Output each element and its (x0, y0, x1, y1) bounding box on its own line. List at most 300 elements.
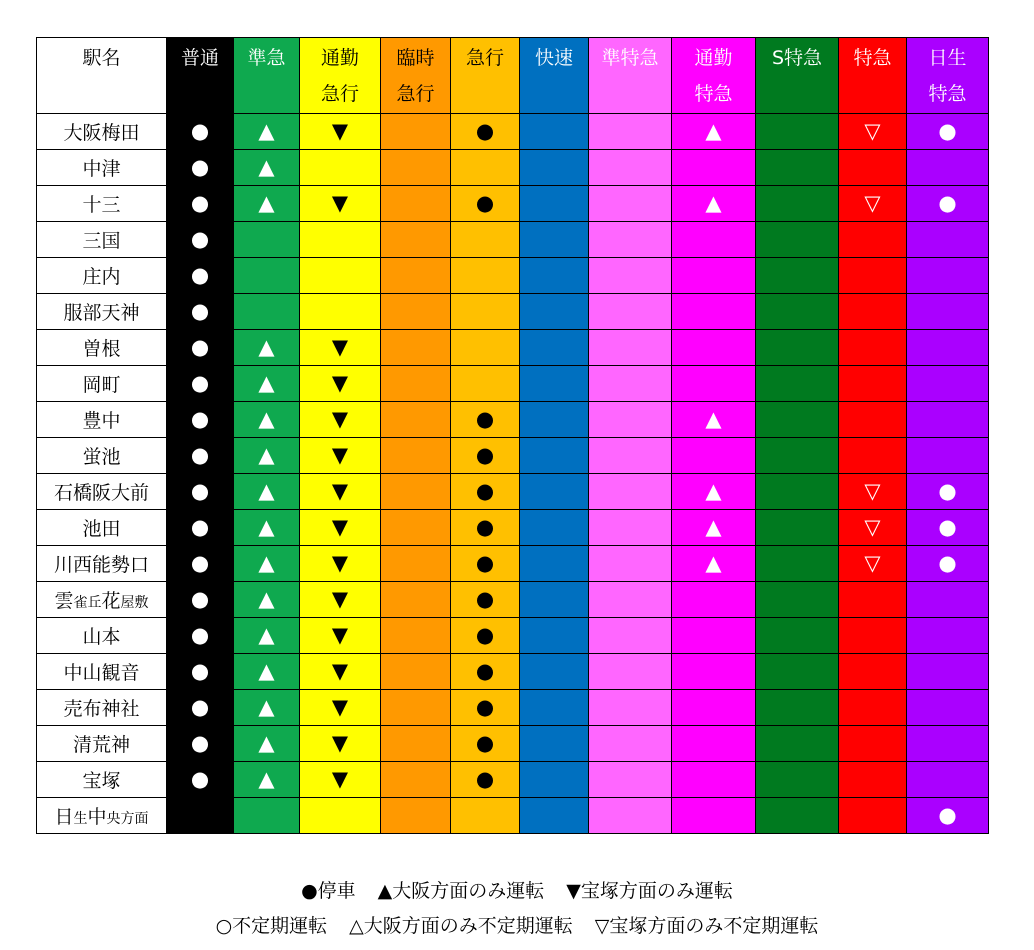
stop-cell-tsukin_tokkyu (672, 654, 756, 690)
stop-cell-rinji_kyuko (381, 402, 451, 438)
stop-cell-tokkyu (839, 150, 907, 186)
column-header-text: 準特急 (601, 47, 659, 69)
stop-cell-kyuko (451, 330, 520, 366)
stop-mark-icon: ▲ (258, 406, 275, 431)
stop-cell-kyuko (451, 474, 520, 510)
stop-cell-kyuko (451, 762, 520, 798)
stop-cell-rinji_kyuko (381, 690, 451, 726)
stop-cell-junkyu (234, 258, 300, 294)
stop-mark-icon: ● (190, 334, 210, 359)
stop-cell-s_tokkyu (756, 654, 839, 690)
station-name-part: 屋敷 (120, 595, 149, 611)
stop-cell-nissei_tokkyu (907, 798, 989, 834)
stop-cell-juntokkyu (589, 114, 672, 150)
stop-cell-tokkyu (839, 330, 907, 366)
stop-cell-juntokkyu (589, 582, 672, 618)
station-name-part: 日 (54, 806, 74, 828)
stop-mark-icon: ▲ (258, 766, 275, 791)
stop-cell-kyuko (451, 186, 520, 222)
table-row (37, 150, 989, 186)
stop-mark-icon: ▲ (258, 370, 275, 395)
legend-item: ○不定期運転 (215, 915, 328, 937)
stop-mark-icon: ▲ (258, 730, 275, 755)
stop-cell-futsu (167, 726, 234, 762)
stop-cell-tsukin_tokkyu (672, 366, 756, 402)
stop-cell-tokkyu (839, 294, 907, 330)
stop-cell-tokkyu (839, 474, 907, 510)
station-name: 豊中 (37, 402, 167, 438)
stop-mark-icon: ▼ (331, 190, 349, 215)
stop-cell-juntokkyu (589, 402, 672, 438)
stop-cell-junkyu (234, 150, 300, 186)
stop-cell-tokkyu (839, 726, 907, 762)
stop-mark-icon: ● (190, 370, 210, 395)
stop-cell-junkyu (234, 474, 300, 510)
stop-mark-icon: ▽ (864, 550, 881, 575)
column-header-s_tokkyu (756, 38, 839, 114)
stop-mark-icon: ▲ (258, 478, 275, 503)
column-header-text: 急行 (320, 83, 359, 105)
stop-cell-rinji_kyuko (381, 762, 451, 798)
stop-mark-icon: ● (938, 802, 957, 827)
stop-mark-icon: ● (475, 442, 495, 467)
stop-mark-icon: ▲ (258, 514, 275, 539)
stop-cell-nissei_tokkyu (907, 618, 989, 654)
stop-mark-icon: ● (190, 550, 210, 575)
stop-mark-icon: ● (475, 550, 495, 575)
stop-mark-icon: ▲ (258, 334, 275, 359)
stop-cell-rinji_kyuko (381, 654, 451, 690)
stop-mark-icon: ▲ (705, 118, 722, 143)
table-row (37, 222, 989, 258)
stop-cell-tsukin_kyuko (300, 438, 381, 474)
stop-cell-tsukin_tokkyu (672, 726, 756, 762)
stop-cell-tsukin_tokkyu (672, 510, 756, 546)
stop-cell-nissei_tokkyu (907, 114, 989, 150)
stop-mark-icon: ● (475, 586, 495, 611)
stop-cell-tsukin_kyuko (300, 690, 381, 726)
stop-cell-tsukin_kyuko (300, 294, 381, 330)
stop-cell-tsukin_kyuko (300, 114, 381, 150)
stop-cell-s_tokkyu (756, 798, 839, 834)
stop-cell-tsukin_tokkyu (672, 474, 756, 510)
stop-cell-rinji_kyuko (381, 582, 451, 618)
stop-cell-tsukin_tokkyu (672, 330, 756, 366)
stop-mark-icon: ● (475, 622, 495, 647)
table-row (37, 294, 989, 330)
column-header-nissei_tokkyu (907, 38, 989, 114)
stop-cell-tokkyu (839, 690, 907, 726)
stop-cell-s_tokkyu (756, 762, 839, 798)
stop-cell-tsukin_tokkyu (672, 762, 756, 798)
station-name: 十三 (37, 186, 167, 222)
stop-cell-juntokkyu (589, 618, 672, 654)
stop-cell-kyuko (451, 366, 520, 402)
station-name: 中津 (37, 150, 167, 186)
stop-mark-icon: ● (938, 190, 957, 215)
stop-cell-tsukin_kyuko (300, 186, 381, 222)
stop-cell-tokkyu (839, 654, 907, 690)
stop-cell-kaisoku (520, 618, 589, 654)
stop-cell-junkyu (234, 618, 300, 654)
column-header-text: 特急 (694, 83, 733, 105)
stop-cell-juntokkyu (589, 222, 672, 258)
station-name (37, 798, 167, 834)
column-header-tsukin_tokkyu (672, 38, 756, 114)
table-row (37, 366, 989, 402)
stop-cell-junkyu (234, 798, 300, 834)
table-row (37, 798, 989, 834)
stop-mark-icon: ▼ (331, 550, 349, 575)
stop-mark-icon: ▲ (258, 118, 275, 143)
stop-cell-rinji_kyuko (381, 618, 451, 654)
stop-cell-kyuko (451, 726, 520, 762)
stop-mark-icon: ▲ (705, 190, 722, 215)
stop-cell-tsukin_kyuko (300, 762, 381, 798)
stop-cell-rinji_kyuko (381, 474, 451, 510)
stop-cell-junkyu (234, 582, 300, 618)
table-row (37, 438, 989, 474)
stop-cell-s_tokkyu (756, 222, 839, 258)
stop-cell-s_tokkyu (756, 294, 839, 330)
stop-mark-icon: ● (190, 154, 210, 179)
stop-cell-juntokkyu (589, 294, 672, 330)
stop-cell-tokkyu (839, 366, 907, 402)
stop-cell-kyuko (451, 258, 520, 294)
stop-cell-s_tokkyu (756, 150, 839, 186)
stop-mark-icon: ▲ (258, 622, 275, 647)
stop-cell-s_tokkyu (756, 258, 839, 294)
stop-cell-tokkyu (839, 762, 907, 798)
table-body (37, 114, 989, 834)
column-header-text: 日生 (928, 47, 967, 69)
legend-item: ▼宝塚方面のみ運転 (566, 880, 733, 902)
stop-cell-futsu (167, 582, 234, 618)
stop-mark-icon: ▼ (331, 442, 349, 467)
table-row (37, 690, 989, 726)
stop-mark-icon: ▼ (331, 694, 349, 719)
stop-cell-s_tokkyu (756, 582, 839, 618)
stop-cell-kyuko (451, 222, 520, 258)
station-name: 三国 (37, 222, 167, 258)
stop-mark-icon: ▼ (331, 406, 349, 431)
stop-cell-junkyu (234, 510, 300, 546)
column-header-rinji_kyuko (381, 38, 451, 114)
table-row (37, 186, 989, 222)
stop-cell-rinji_kyuko (381, 366, 451, 402)
stop-cell-juntokkyu (589, 762, 672, 798)
stop-mark-icon: ▼ (331, 118, 349, 143)
stop-cell-tsukin_tokkyu (672, 294, 756, 330)
stop-mark-icon: ▲ (705, 550, 722, 575)
legend-item: ▽宝塚方面のみ不定期運転 (594, 915, 819, 937)
column-header-kaisoku (520, 38, 589, 114)
stop-mark-icon: ▼ (331, 730, 349, 755)
stop-mark-icon: ▽ (864, 118, 881, 143)
stop-cell-tsukin_tokkyu (672, 258, 756, 294)
stop-mark-icon: ▽ (864, 478, 881, 503)
stop-cell-futsu (167, 618, 234, 654)
stop-mark-icon: ▼ (331, 622, 349, 647)
station-name: 岡町 (37, 366, 167, 402)
station-name-part: 雀丘 (73, 595, 102, 611)
stop-mark-icon: ● (475, 658, 495, 683)
stop-mark-icon: ▽ (864, 514, 881, 539)
stop-mark-icon: ● (190, 118, 210, 143)
stop-cell-s_tokkyu (756, 690, 839, 726)
stop-cell-kaisoku (520, 798, 589, 834)
station-name: 蛍池 (37, 438, 167, 474)
column-header-kyuko (451, 38, 520, 114)
stop-cell-futsu (167, 114, 234, 150)
stop-mark-icon: ● (475, 766, 495, 791)
stop-cell-junkyu (234, 690, 300, 726)
stop-cell-futsu (167, 690, 234, 726)
stop-cell-juntokkyu (589, 798, 672, 834)
column-header-text: 普通 (180, 47, 219, 69)
stop-cell-kaisoku (520, 186, 589, 222)
stop-cell-tsukin_tokkyu (672, 114, 756, 150)
column-header-text: 臨時 (396, 47, 435, 69)
stop-cell-kaisoku (520, 510, 589, 546)
column-header-text: 快速 (534, 47, 573, 69)
column-header-text: 準急 (247, 47, 286, 69)
column-header-text: 通勤 (694, 47, 733, 69)
stop-cell-nissei_tokkyu (907, 222, 989, 258)
stop-cell-nissei_tokkyu (907, 150, 989, 186)
stop-mark-icon: ▲ (258, 658, 275, 683)
stop-cell-junkyu (234, 546, 300, 582)
stop-mark-icon: ● (190, 406, 210, 431)
column-header-text: 通勤 (320, 47, 359, 69)
stop-cell-junkyu (234, 654, 300, 690)
stop-mark-icon: ● (190, 190, 210, 215)
stop-cell-rinji_kyuko (381, 258, 451, 294)
stop-cell-kyuko (451, 582, 520, 618)
stop-cell-kaisoku (520, 366, 589, 402)
table-row (37, 582, 989, 618)
stop-cell-nissei_tokkyu (907, 186, 989, 222)
stop-cell-nissei_tokkyu (907, 294, 989, 330)
stop-cell-kyuko (451, 294, 520, 330)
stop-cell-junkyu (234, 438, 300, 474)
stop-cell-tokkyu (839, 186, 907, 222)
stop-cell-rinji_kyuko (381, 222, 451, 258)
stop-mark-icon: ▼ (331, 370, 349, 395)
table-row (37, 762, 989, 798)
stop-cell-futsu (167, 366, 234, 402)
stop-cell-s_tokkyu (756, 438, 839, 474)
stop-cell-tsukin_tokkyu (672, 546, 756, 582)
table-row (37, 546, 989, 582)
stop-cell-kyuko (451, 654, 520, 690)
column-header-text: S特急 (771, 47, 823, 69)
stop-cell-s_tokkyu (756, 402, 839, 438)
stop-cell-kaisoku (520, 546, 589, 582)
stop-cell-tsukin_kyuko (300, 222, 381, 258)
stop-cell-kaisoku (520, 762, 589, 798)
stop-cell-nissei_tokkyu (907, 690, 989, 726)
stop-cell-tsukin_kyuko (300, 474, 381, 510)
stop-mark-icon: ● (190, 478, 210, 503)
stop-cell-kyuko (451, 438, 520, 474)
stop-cell-s_tokkyu (756, 726, 839, 762)
stop-mark-icon: ● (475, 514, 495, 539)
stop-cell-kaisoku (520, 222, 589, 258)
stop-cell-s_tokkyu (756, 474, 839, 510)
stop-cell-kaisoku (520, 654, 589, 690)
station-name: 山本 (37, 618, 167, 654)
station-name: 川西能勢口 (37, 546, 167, 582)
stop-cell-futsu (167, 150, 234, 186)
stop-cell-junkyu (234, 222, 300, 258)
stop-mark-icon: ● (938, 118, 957, 143)
stop-cell-juntokkyu (589, 726, 672, 762)
stop-cell-tsukin_kyuko (300, 618, 381, 654)
stop-mark-icon: ● (190, 298, 210, 323)
stop-cell-futsu (167, 186, 234, 222)
stop-cell-futsu (167, 330, 234, 366)
stop-cell-tsukin_kyuko (300, 798, 381, 834)
stop-cell-s_tokkyu (756, 618, 839, 654)
stop-cell-tsukin_tokkyu (672, 582, 756, 618)
stop-cell-kaisoku (520, 150, 589, 186)
stop-cell-rinji_kyuko (381, 114, 451, 150)
stop-cell-junkyu (234, 726, 300, 762)
stop-cell-kaisoku (520, 402, 589, 438)
column-header-juntokkyu (589, 38, 672, 114)
station-name: 曽根 (37, 330, 167, 366)
column-header-text: 急行 (465, 47, 504, 69)
stop-cell-juntokkyu (589, 258, 672, 294)
stop-mark-icon: ▲ (258, 550, 275, 575)
stop-mark-icon: ● (190, 766, 210, 791)
stop-mark-icon: ● (190, 262, 210, 287)
station-name-part: 央方面 (106, 811, 149, 827)
stop-cell-tsukin_kyuko (300, 546, 381, 582)
station-name: 宝塚 (37, 762, 167, 798)
stop-cell-nissei_tokkyu (907, 438, 989, 474)
station-name (37, 582, 167, 618)
stop-cell-tsukin_kyuko (300, 330, 381, 366)
stop-cell-juntokkyu (589, 438, 672, 474)
column-header-text: 急行 (396, 83, 435, 105)
stop-cell-nissei_tokkyu (907, 474, 989, 510)
stop-mark-icon: ● (190, 658, 210, 683)
stop-cell-tsukin_kyuko (300, 402, 381, 438)
legend-item: ▲大阪方面のみ運転 (377, 880, 545, 902)
table-row (37, 330, 989, 366)
stop-mark-icon: ▼ (331, 478, 349, 503)
stop-mark-icon: ▲ (705, 406, 722, 431)
stop-mark-icon: ▼ (331, 334, 349, 359)
stop-cell-kaisoku (520, 258, 589, 294)
stop-cell-kaisoku (520, 726, 589, 762)
stop-mark-icon: ▼ (331, 766, 349, 791)
stop-cell-juntokkyu (589, 366, 672, 402)
stop-cell-kaisoku (520, 690, 589, 726)
station-name: 売布神社 (37, 690, 167, 726)
stop-mark-icon: ▲ (258, 442, 275, 467)
stop-cell-tsukin_kyuko (300, 150, 381, 186)
stop-cell-futsu (167, 294, 234, 330)
stop-mark-icon: ● (938, 550, 957, 575)
stop-cell-s_tokkyu (756, 366, 839, 402)
station-name: 大阪梅田 (37, 114, 167, 150)
stop-cell-juntokkyu (589, 330, 672, 366)
stop-mark-icon: ● (475, 190, 495, 215)
stop-cell-kyuko (451, 150, 520, 186)
table-row (37, 114, 989, 150)
stop-cell-juntokkyu (589, 510, 672, 546)
stop-cell-kaisoku (520, 438, 589, 474)
table-row (37, 654, 989, 690)
stop-cell-tokkyu (839, 618, 907, 654)
stop-cell-tsukin_kyuko (300, 510, 381, 546)
stop-cell-juntokkyu (589, 546, 672, 582)
stop-cell-futsu (167, 402, 234, 438)
legend-item: ●停車 (301, 880, 356, 902)
stop-cell-nissei_tokkyu (907, 726, 989, 762)
stop-cell-tokkyu (839, 510, 907, 546)
station-name: 中山観音 (37, 654, 167, 690)
station-name: 池田 (37, 510, 167, 546)
stop-mark-icon: ▽ (864, 190, 881, 215)
stop-cell-futsu (167, 474, 234, 510)
column-header-junkyu (234, 38, 300, 114)
stop-cell-juntokkyu (589, 474, 672, 510)
stop-cell-kyuko (451, 618, 520, 654)
stop-cell-tokkyu (839, 582, 907, 618)
stop-cell-tsukin_tokkyu (672, 150, 756, 186)
station-name: 庄内 (37, 258, 167, 294)
stop-cell-futsu (167, 546, 234, 582)
table-row (37, 618, 989, 654)
stop-cell-rinji_kyuko (381, 330, 451, 366)
stop-cell-nissei_tokkyu (907, 258, 989, 294)
stop-mark-icon: ● (190, 226, 210, 251)
stop-cell-kyuko (451, 546, 520, 582)
stop-cell-s_tokkyu (756, 330, 839, 366)
stop-cell-tsukin_kyuko (300, 258, 381, 294)
stop-mark-icon: ● (938, 478, 957, 503)
stop-mark-icon: ● (190, 622, 210, 647)
stop-cell-tokkyu (839, 798, 907, 834)
stop-cell-junkyu (234, 366, 300, 402)
stop-cell-kaisoku (520, 474, 589, 510)
stop-cell-tsukin_tokkyu (672, 222, 756, 258)
stop-cell-tokkyu (839, 402, 907, 438)
stop-cell-rinji_kyuko (381, 150, 451, 186)
stop-cell-juntokkyu (589, 150, 672, 186)
stop-mark-icon: ● (190, 442, 210, 467)
stop-mark-icon: ▼ (331, 658, 349, 683)
stop-mark-icon: ● (190, 730, 210, 755)
station-name: 服部天神 (37, 294, 167, 330)
stop-mark-icon: ▲ (258, 694, 275, 719)
stop-cell-futsu (167, 222, 234, 258)
stop-cell-tokkyu (839, 222, 907, 258)
stop-mark-icon: ● (190, 514, 210, 539)
stop-cell-nissei_tokkyu (907, 330, 989, 366)
column-header-futsu (167, 38, 234, 114)
table-row (37, 402, 989, 438)
stop-table (36, 37, 989, 834)
stop-cell-tsukin_tokkyu (672, 798, 756, 834)
stop-cell-nissei_tokkyu (907, 654, 989, 690)
stop-mark-icon: ● (475, 118, 495, 143)
stop-cell-tokkyu (839, 546, 907, 582)
